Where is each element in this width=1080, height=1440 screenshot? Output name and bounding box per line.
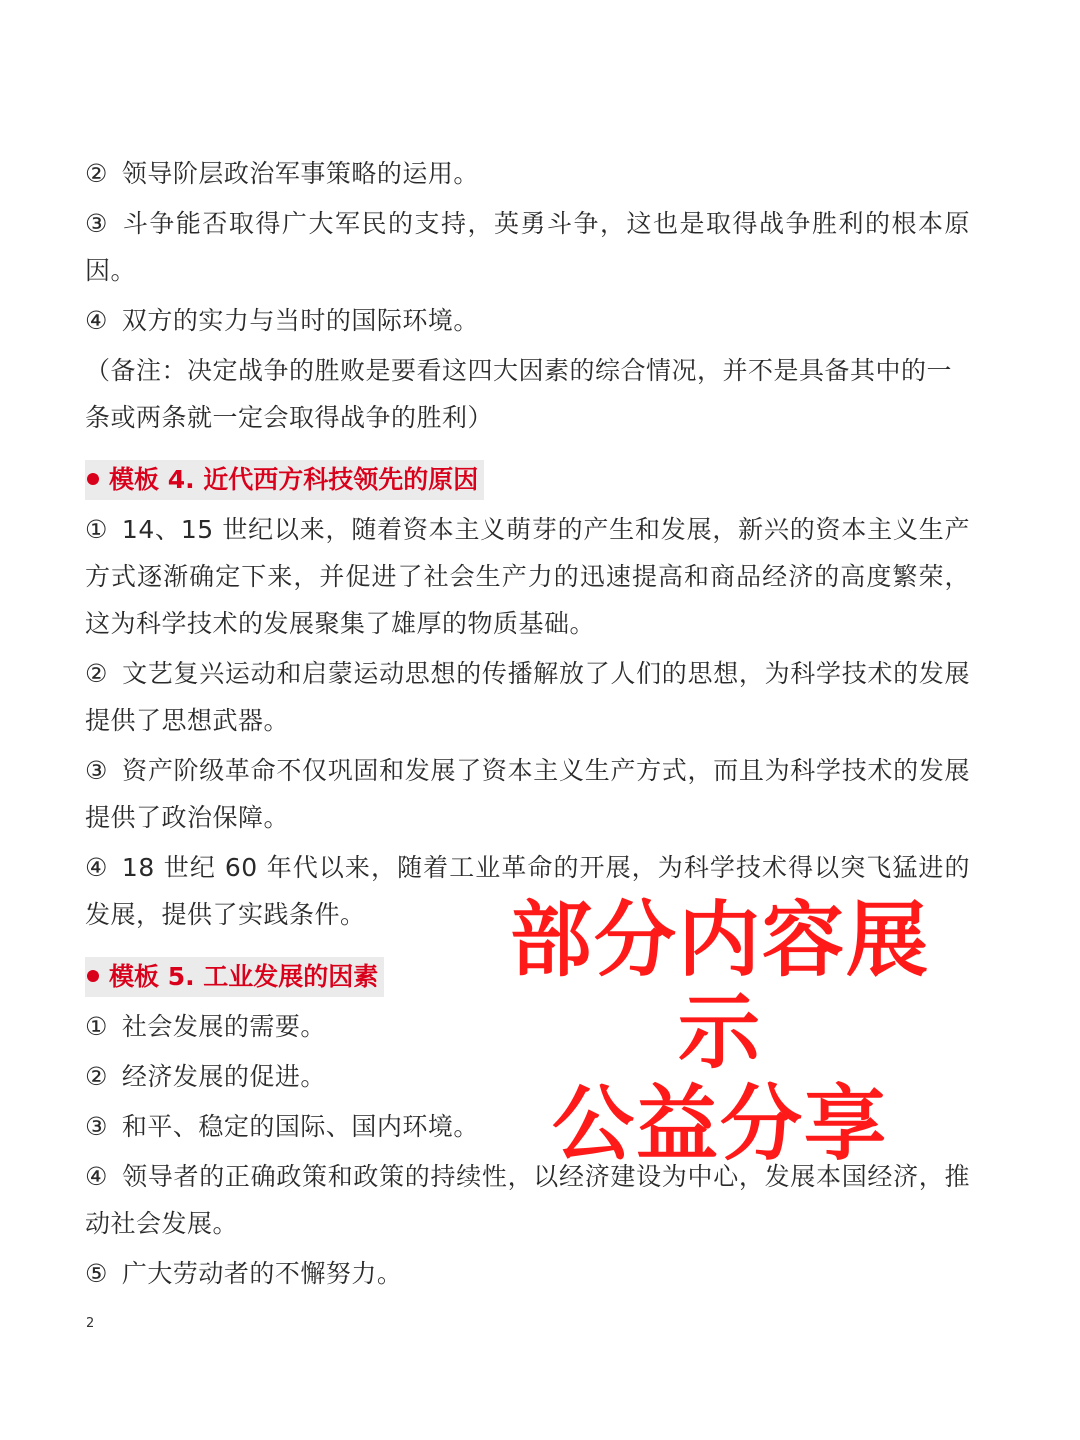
item-text: 双方的实力与当时的国际环境。: [121, 306, 479, 335]
item-marker: ③: [85, 756, 108, 785]
item-marker: ④: [85, 853, 108, 882]
item-marker: ④: [85, 306, 108, 335]
item-marker: ⑤: [85, 1259, 108, 1288]
item-text: 资产阶级革命不仅巩固和发展了资本主义生产方式，而且为科学技术的发展提供了政治保障。: [85, 756, 970, 832]
item-text: 经济发展的促进。: [121, 1062, 326, 1091]
item-marker: ③: [85, 209, 108, 238]
section-title: 模板 4. 近代西方科技领先的原因: [109, 465, 479, 494]
item-text: 社会发展的需要。: [121, 1012, 326, 1041]
list-item: [85, 200, 970, 294]
bullet-dot-icon: [87, 970, 99, 982]
item-text: 斗争能否取得广大军民的支持，英勇斗争，这也是取得战争胜利的根本原因。: [85, 209, 970, 285]
item-marker: ①: [85, 515, 108, 544]
bullet-dot-icon: [87, 473, 99, 485]
item-marker: ②: [85, 659, 108, 688]
item-marker: ②: [85, 159, 108, 188]
item-text: 18 世纪 60 年代以来，随着工业革命的开展，为科学技术得以突飞猛进的发展，提供了实践条件。: [85, 853, 970, 929]
list-item: [85, 747, 970, 841]
list-item: [85, 506, 970, 647]
list-item: [85, 650, 970, 744]
item-marker: ①: [85, 1012, 108, 1041]
item-text: 14、15 世纪以来，随着资本主义萌芽的产生和发展，新兴的资本主义生产方式逐渐确定下来，并促进了社会生产力的迅速提高和商品经济的高度繁荣，这为科学技术的发展聚集了雄厚的物质基础。: [85, 515, 970, 638]
item-text: 领导者的正确政策和政策的持续性，以经济建设为中心，发展本国经济，推动社会发展。: [85, 1162, 970, 1238]
item-text: 和平、稳定的国际、国内环境。: [121, 1112, 479, 1141]
section-heading-4: [85, 460, 484, 500]
item-marker: ②: [85, 1062, 108, 1091]
stamp-line-1: 部分内容展示: [509, 893, 930, 1080]
list-item: [85, 1250, 970, 1297]
item-marker: ③: [85, 1112, 108, 1141]
section-heading-5: [85, 957, 384, 997]
item-text: 广大劳动者的不懈努力。: [121, 1259, 403, 1288]
section-title: 模板 5. 工业发展的因素: [109, 962, 379, 991]
note-paragraph: （备注：决定战争的胜败是要看这四大因素的综合情况，并不是具备其中的一条或两条就一定会取得战争的胜利）: [85, 356, 953, 432]
watermark-stamp: [470, 895, 970, 1171]
item-marker: ④: [85, 1162, 108, 1191]
list-item: [85, 150, 970, 197]
stamp-line-2: 公益分享: [551, 1077, 888, 1172]
list-item: [85, 297, 970, 344]
page-number: 2: [86, 1316, 95, 1331]
item-text: 领导阶层政治军事策略的运用。: [121, 159, 479, 188]
item-text: 文艺复兴运动和启蒙运动思想的传播解放了人们的思想，为科学技术的发展提供了思想武器。: [85, 659, 970, 735]
